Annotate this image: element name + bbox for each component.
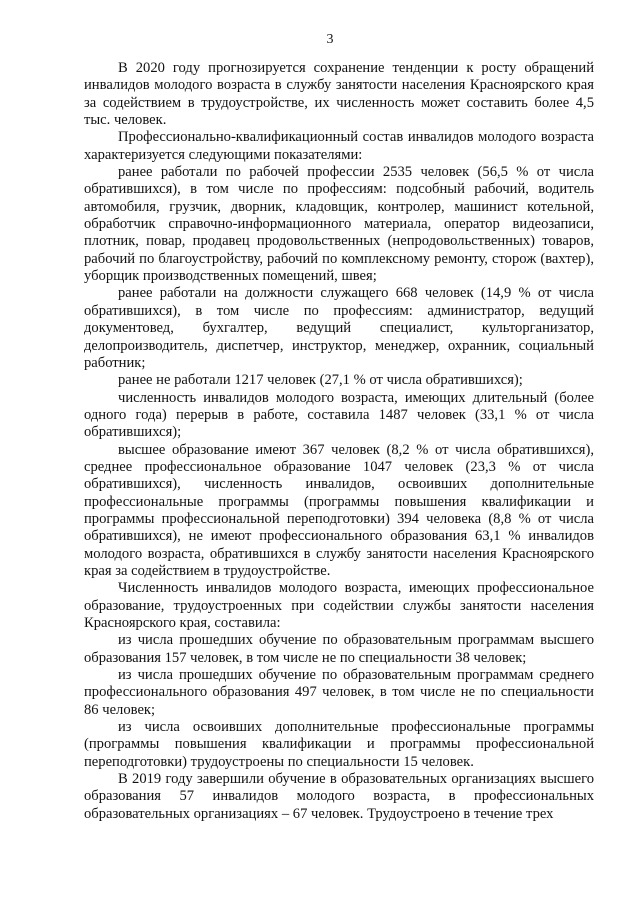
paragraph-employee-positions: ранее работали на должности служащего 668 человек (14,9 % от числа обратившихся), в том числе по профессиям: администратор, ведущий документовед, бухгалтер, ведущий специалист, культорганизатор, делопроизводитель, диспетчер, инструктор, менеджер, охранник, социальный работник; [84, 285, 594, 371]
paragraph-graduates-2019: В 2019 году завершили обучение в образовательных организациях высшего образования 57 инвалидов молодого возраста, в профессиональных образовательных организациях – 67 человек. Трудоустроено в течение трех [84, 771, 594, 822]
paragraph-worker-professions: ранее работали по рабочей профессии 2535 человек (56,5 % от числа обратившихся), в том числе по профессиям: подсобный рабочий, водитель автомобиля, грузчик, дворник, кладовщик, контролер, машинист котельной, обработчик справочно-информационного материала, оператор видеозаписи, плотник, повар, продавец продовольственных (непродовольственных) товаров, рабочий по благоустройству, рабочий по комплексному ремонту, сторож (вахтер), уборщик производственных помещений, швея; [84, 164, 594, 285]
paragraph-employed-intro: Численность инвалидов молодого возраста, имеющих профессиональное образование, трудоустроенных при содействии службы занятости населения Красноярского края, составила: [84, 580, 594, 631]
paragraph-higher-education-employed: из числа прошедших обучение по образовательным программам высшего образования 157 человек, в том числе не по специальности 38 человек; [84, 632, 594, 666]
paragraph-long-break: численность инвалидов молодого возраста, имеющих длительный (более одного года) перерыв в работе, составила 1487 человек (33,1 % от числа обратившихся); [84, 389, 594, 441]
paragraph-never-worked: ранее не работали 1217 человек (27,1 % от числа обратившихся); [118, 372, 523, 389]
paragraph-additional-programs-employed: из числа освоивших дополнительные профессиональные программы (программы повышения квалификации и программы профессиональной переподготовки) трудоустроены по специальности 15 человек. [84, 719, 594, 770]
paragraph-qualification-intro: Профессионально-квалификационный состав инвалидов молодого возраста характеризуется следующими показателями: [84, 129, 594, 163]
paragraph-forecast-2020: В 2020 году прогнозируется сохранение тенденции к росту обращений инвалидов молодого возраста в службу занятости населения Красноярского края за содействием в трудоустройстве, их численность может составить более 4,5 тыс. человек. [84, 60, 594, 129]
page-number: 3 [326, 32, 334, 47]
document-body [84, 60, 594, 823]
paragraph-secondary-education-employed: из числа прошедших обучение по образовательным программам среднего профессионального образования 497 человек, в том числе не по специальности 86 человек; [84, 667, 594, 718]
paragraph-education-levels: высшее образование имеют 367 человек (8,2 % от числа обратившихся), среднее профессиональное образование 1047 человек (23,3 % от числа обратившихся), численность инвалидов, освоивших дополнительные профессиональные программы (программы повышения квалификации и программы профессиональной переподготовки) 394 человека (8,8 % от числа обратившихся), не имеют профессионального образования 63,1 % инвалидов молодого возраста, обратившихся в службу занятости населения Красноярского края за содействием в трудоустройстве. [84, 441, 594, 579]
